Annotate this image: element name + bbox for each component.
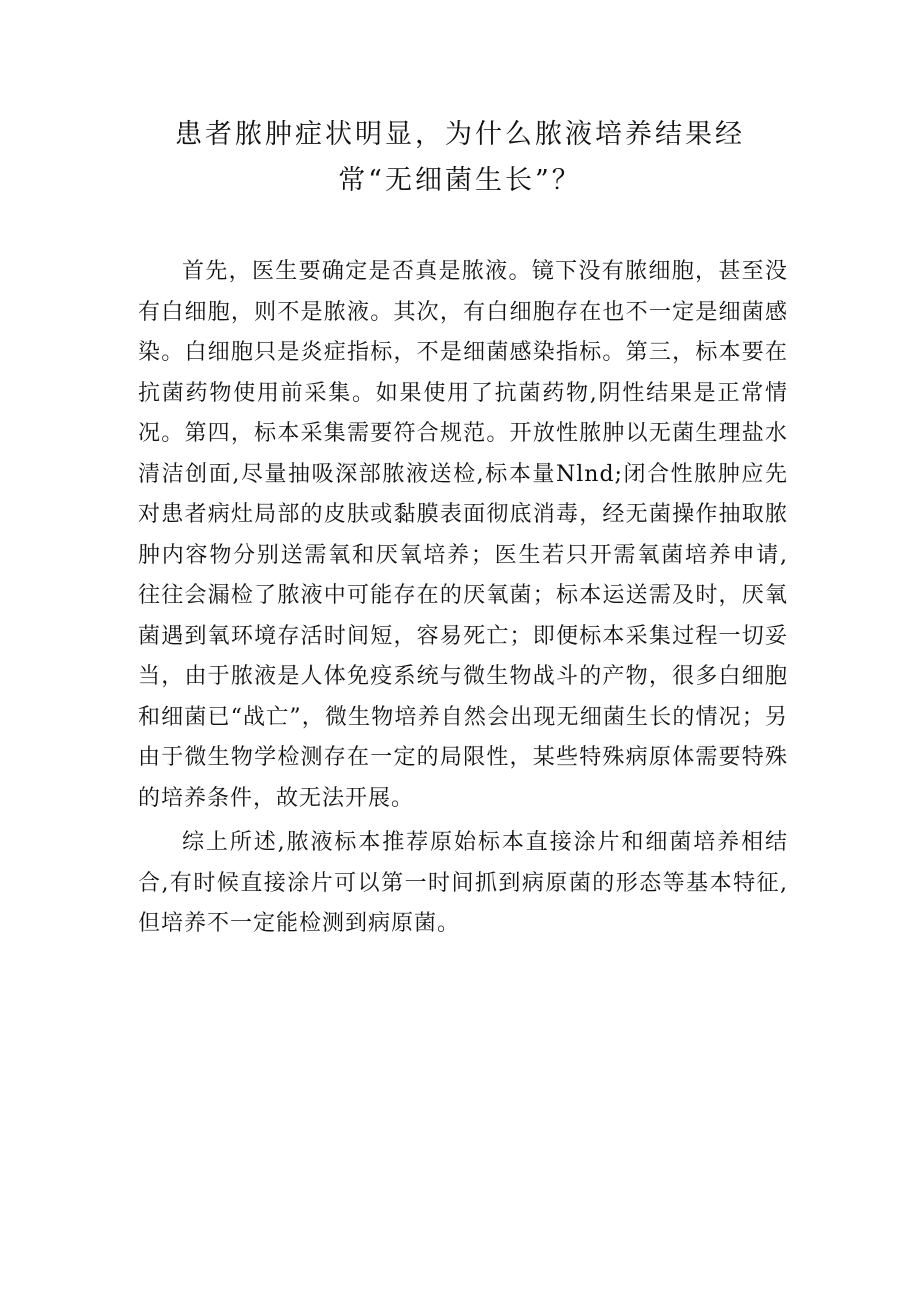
document-body	[138, 252, 788, 949]
document-title: 患者脓肿症状明显，为什么脓液培养结果经常“无细菌生长”？	[175, 119, 745, 196]
paragraph-summary: 综上所述,脓液标本推荐原始标本直接涂片和细菌培养相结合,有时候直接涂片可以第一时间抓到病原菌的形态等基本特征,但培养不一定能检测到病原菌。	[138, 830, 788, 936]
paragraph-causes: 首先，医生要确定是否真是脓液。镜下没有脓细胞，甚至没有白细胞，则不是脓液。其次，有白细胞存在也不一定是细菌感染。白细胞只是炎症指标，不是细菌感染指标。第三，标本要在抗菌药物使用前采集。如果使用了抗菌药物,阴性结果是正常情况。第四，标本采集需要符合规范。开放性脓肿以无菌生理盐水清洁创面,尽量抽吸深部脓液送检,标本量Nlnd;闭合性脓肿应先对患者病灶局部的皮肤或黏膜表面彻底消毒，经无菌操作抽取脓肿内容物分别送需氧和厌氧培养；医生若只开需氧菌培养申请,往往会漏检了脓液中可能存在的厌氧菌；标本运送需及时，厌氧菌遇到氧环境存活时间短，容易死亡；即便标本采集过程一切妥当，由于脓液是人体免疫系统与微生物战斗的产物，很多白细胞和细菌已“战亡”，微生物培养自然会出现无细菌生长的情况；另由于微生物学检测存在一定的局限性，某些特殊病原体需要特殊的培养条件，故无法开展。	[138, 259, 788, 811]
